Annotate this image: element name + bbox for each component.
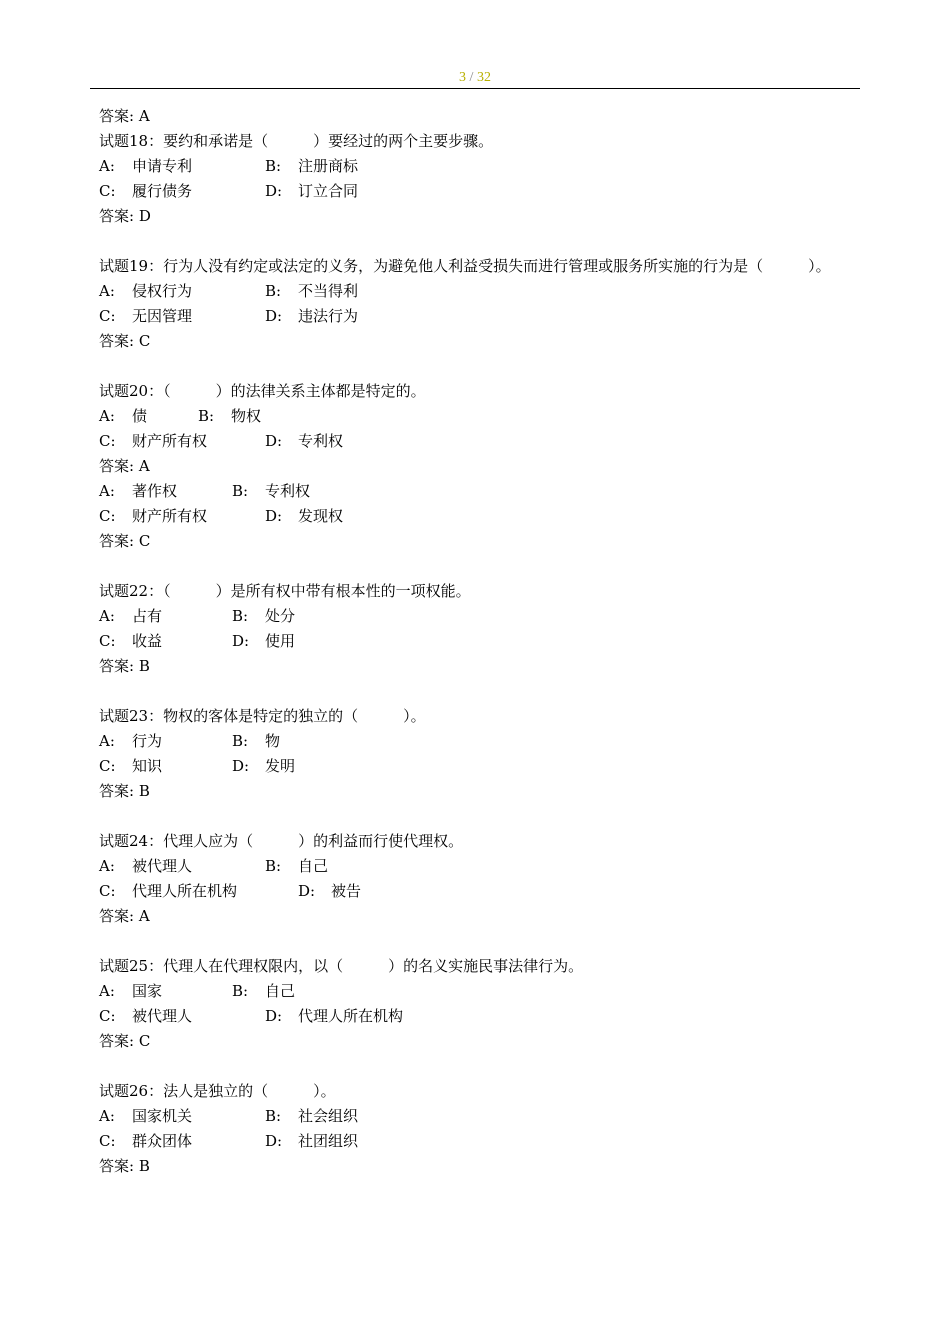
option — [99, 154, 265, 179]
option — [265, 304, 358, 329]
question-list — [99, 129, 859, 1179]
answer-line: 答案: C — [99, 332, 151, 350]
option-label: C: — [99, 757, 116, 775]
answer-line: 答案: B — [99, 782, 150, 800]
option — [99, 429, 265, 454]
option-row — [99, 1104, 859, 1129]
option — [232, 604, 295, 629]
question-title: 试题19：行为人没有约定或法定的义务，为避免他人利益受损失而进行管理或服务所实施的行为是（ ）。 — [99, 257, 831, 275]
answer-line: 答案: A — [99, 107, 150, 125]
option-label: D: — [265, 432, 283, 450]
page-number-current: 3 — [459, 70, 467, 85]
option-label: B: — [265, 1107, 282, 1125]
question-block — [99, 829, 859, 929]
question-title: 试题23：物权的客体是特定的独立的（ ）。 — [99, 707, 426, 725]
option — [265, 429, 343, 454]
option-label: A: — [99, 607, 115, 625]
option-label: D: — [265, 507, 283, 525]
option-label: C: — [99, 1132, 116, 1150]
option — [99, 304, 265, 329]
question-block — [99, 579, 859, 679]
option-text: 代理人所在机构 — [132, 882, 238, 900]
option — [99, 729, 232, 754]
option-text: 无因管理 — [132, 307, 193, 325]
option — [99, 1104, 265, 1129]
option — [265, 1004, 403, 1029]
option-text: 申请专利 — [132, 157, 193, 175]
option-label: A: — [99, 1107, 115, 1125]
option-text: 被代理人 — [132, 1007, 193, 1025]
option-text: 著作权 — [132, 482, 178, 500]
option-row — [99, 504, 859, 529]
option-label: D: — [298, 882, 316, 900]
option — [99, 879, 298, 904]
option-text: 债 — [132, 407, 148, 425]
option-label: D: — [265, 182, 283, 200]
option-label: C: — [99, 1007, 116, 1025]
question-block — [99, 1079, 859, 1179]
option-label: D: — [265, 1132, 283, 1150]
option-text: 专利权 — [265, 482, 311, 500]
document-body — [99, 104, 859, 1179]
option-label: A: — [99, 282, 115, 300]
option-text: 违法行为 — [298, 307, 359, 325]
option-label: A: — [99, 482, 115, 500]
option — [232, 754, 295, 779]
question-block — [99, 704, 859, 804]
option-text: 财产所有权 — [132, 507, 208, 525]
question-title: 试题20：（ ）的法律关系主体都是特定的。 — [99, 382, 426, 400]
option-text: 知识 — [132, 757, 163, 775]
option-label: D: — [232, 632, 250, 650]
option — [99, 179, 265, 204]
option — [232, 629, 295, 654]
answer-line: 答案: B — [99, 1157, 150, 1175]
option-label: D: — [232, 757, 250, 775]
question-title: 试题25：代理人在代理权限内，以（ ）的名义实施民事法律行为。 — [99, 957, 584, 975]
option — [99, 629, 232, 654]
option-text: 自己 — [298, 857, 329, 875]
option-row — [99, 429, 859, 454]
option-label: C: — [99, 182, 116, 200]
option-text: 注册商标 — [298, 157, 359, 175]
option-text: 行为 — [132, 732, 163, 750]
option — [198, 404, 261, 429]
answer-line: 答案: D — [99, 207, 151, 225]
option — [99, 279, 265, 304]
question-block — [99, 379, 859, 554]
option-text: 发明 — [265, 757, 296, 775]
option-label: A: — [99, 407, 115, 425]
option — [99, 404, 198, 429]
question-title: 试题24：代理人应为（ ）的利益而行使代理权。 — [99, 832, 464, 850]
option-label: D: — [265, 1007, 283, 1025]
option-text: 国家 — [132, 982, 163, 1000]
option-row — [99, 604, 859, 629]
question-title: 试题18：要约和承诺是（ ）要经过的两个主要步骤。 — [99, 132, 494, 150]
option-row — [99, 729, 859, 754]
option — [99, 479, 232, 504]
option-label: C: — [99, 507, 116, 525]
option-label: B: — [198, 407, 215, 425]
leading-answer-block — [99, 104, 859, 129]
option-label: B: — [232, 482, 249, 500]
option-label: B: — [265, 282, 282, 300]
option-label: B: — [265, 157, 282, 175]
question-block — [99, 129, 859, 229]
option-label: A: — [99, 857, 115, 875]
option — [232, 979, 295, 1004]
option — [265, 1104, 358, 1129]
option-row — [99, 1129, 859, 1154]
option-label: C: — [99, 432, 116, 450]
option-text: 物 — [265, 732, 281, 750]
option-text: 收益 — [132, 632, 163, 650]
option-text: 自己 — [265, 982, 296, 1000]
option-label: A: — [99, 982, 115, 1000]
option-text: 代理人所在机构 — [298, 1007, 404, 1025]
option-text: 专利权 — [298, 432, 344, 450]
page-number-total: 32 — [476, 70, 491, 85]
answer-line: 答案: A — [99, 457, 150, 475]
option-text: 订立合同 — [298, 182, 359, 200]
option-text: 履行债务 — [132, 182, 193, 200]
option — [232, 479, 310, 504]
option-text: 社团组织 — [298, 1132, 359, 1150]
option — [265, 854, 328, 879]
option-row — [99, 479, 859, 504]
option-label: B: — [232, 982, 249, 1000]
page-header — [90, 68, 860, 89]
option — [298, 879, 361, 904]
question-title: 试题26：法人是独立的（ ）。 — [99, 1082, 336, 1100]
option-label: B: — [265, 857, 282, 875]
option-label: A: — [99, 157, 115, 175]
option — [99, 1004, 265, 1029]
option-text: 被告 — [331, 882, 362, 900]
option — [265, 179, 358, 204]
option — [99, 604, 232, 629]
option-row — [99, 1004, 859, 1029]
option-text: 国家机关 — [132, 1107, 193, 1125]
option-text: 物权 — [231, 407, 262, 425]
option-row — [99, 179, 859, 204]
option-row — [99, 854, 859, 879]
page-number-separator: / — [466, 70, 477, 85]
option — [265, 154, 358, 179]
question-block — [99, 954, 859, 1054]
option-text: 不当得利 — [298, 282, 359, 300]
option-label: A: — [99, 732, 115, 750]
option-text: 发现权 — [298, 507, 344, 525]
option-row — [99, 879, 859, 904]
option — [232, 729, 280, 754]
option-row — [99, 629, 859, 654]
option-label: B: — [232, 607, 249, 625]
option — [99, 1129, 265, 1154]
option-text: 侵权行为 — [132, 282, 193, 300]
option-text: 使用 — [265, 632, 296, 650]
option — [265, 279, 358, 304]
option-row — [99, 279, 859, 304]
answer-line: 答案: A — [99, 907, 150, 925]
option — [265, 504, 343, 529]
answer-line: 答案: C — [99, 1032, 151, 1050]
option-text: 处分 — [265, 607, 296, 625]
option — [99, 754, 232, 779]
option-label: C: — [99, 882, 116, 900]
option — [265, 1129, 358, 1154]
option-row — [99, 154, 859, 179]
answer-line: 答案: C — [99, 532, 151, 550]
option — [99, 854, 265, 879]
option-label: C: — [99, 632, 116, 650]
option-text: 财产所有权 — [132, 432, 208, 450]
question-block — [99, 254, 859, 354]
option-row — [99, 404, 859, 429]
option-label: D: — [265, 307, 283, 325]
option-label: B: — [232, 732, 249, 750]
option-label: C: — [99, 307, 116, 325]
question-title: 试题22：（ ）是所有权中带有根本性的一项权能。 — [99, 582, 471, 600]
option-text: 被代理人 — [132, 857, 193, 875]
option — [99, 979, 232, 1004]
option-text: 社会组织 — [298, 1107, 359, 1125]
option-row — [99, 754, 859, 779]
option-text: 占有 — [132, 607, 163, 625]
option-row — [99, 304, 859, 329]
option-text: 群众团体 — [132, 1132, 193, 1150]
option — [99, 504, 265, 529]
answer-line: 答案: B — [99, 657, 150, 675]
option-row — [99, 979, 859, 1004]
